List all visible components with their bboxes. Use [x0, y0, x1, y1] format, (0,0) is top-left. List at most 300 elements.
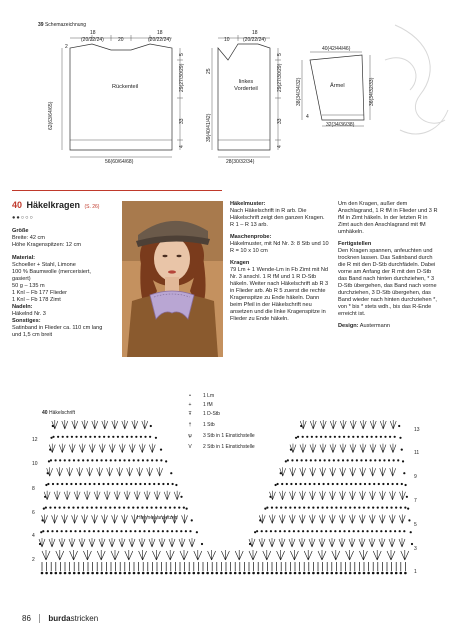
chain-stitch	[40, 531, 42, 533]
chain-stitch	[363, 572, 366, 575]
shell-stitch	[142, 420, 148, 429]
chain-stitch	[274, 530, 276, 532]
chain-stitch	[70, 530, 72, 532]
chain-stitch	[280, 572, 283, 575]
shell-stitch	[359, 538, 365, 547]
shell-stitch	[304, 550, 312, 560]
model-photo	[122, 201, 223, 357]
chain-stitch	[357, 530, 359, 532]
chain-stitch	[167, 483, 169, 485]
chain-stitch	[125, 530, 127, 532]
shell-stitch	[320, 444, 326, 453]
shell-stitch	[97, 550, 105, 560]
shell-stitch	[269, 491, 275, 500]
chain-stitch	[86, 507, 88, 509]
shell-stitch	[259, 538, 265, 547]
shell-stitch	[94, 491, 100, 500]
shell-stitch	[157, 467, 163, 476]
front-top-right: 18	[252, 30, 258, 36]
chain-stitch	[132, 507, 134, 509]
shell-stitch	[309, 514, 315, 523]
chain-stitch	[100, 459, 102, 461]
footer-divider	[39, 614, 40, 623]
chain-stitch	[290, 449, 292, 451]
chain-stitch	[87, 572, 90, 575]
row-number-left: 4	[32, 533, 35, 539]
chain-stitch	[84, 483, 86, 485]
chain-stitch	[180, 530, 182, 532]
brand-bold: burda	[48, 614, 71, 623]
chain-stitch	[50, 437, 52, 439]
chain-stitch	[358, 507, 360, 509]
material-line: 1 Knl – Fb 178 Zimt	[12, 297, 61, 303]
chain-stitch	[321, 507, 323, 509]
shell-stitch	[329, 514, 335, 523]
shell-stitch	[62, 420, 68, 429]
shell-stitch	[132, 420, 138, 429]
shell-stitch	[390, 444, 396, 453]
chain-stitch	[52, 436, 54, 438]
front-right-bottom: 4	[277, 145, 283, 148]
shell-stitch	[373, 550, 381, 560]
chain-stitch	[61, 530, 63, 532]
chain-stitch	[346, 483, 348, 485]
shell-stitch	[369, 514, 375, 523]
chain-stitch	[352, 436, 354, 438]
shell-stitch	[280, 467, 286, 476]
chain-stitch	[350, 483, 352, 485]
chain-stitch	[111, 530, 113, 532]
shell-stitch	[102, 514, 108, 523]
shell-stitch	[104, 491, 110, 500]
chain-stitch	[366, 436, 368, 438]
shell-stitch	[129, 538, 135, 547]
shell-stitch	[149, 538, 155, 547]
chain-stitch	[166, 530, 168, 532]
chain-stitch	[290, 483, 292, 485]
shell-stitch	[290, 467, 296, 476]
shell-stitch	[340, 444, 346, 453]
back-top-left: 18	[90, 30, 96, 36]
chain-stitch	[133, 572, 136, 575]
design-credit	[338, 323, 438, 330]
shell-stitch	[401, 550, 409, 560]
chain-stitch	[59, 572, 62, 575]
chain-stitch	[307, 530, 309, 532]
other-line: Satinband in Flieder ca. 110 cm lang	[12, 325, 103, 331]
shell-stitch	[319, 491, 325, 500]
chain-stitch	[156, 459, 158, 461]
chain-stitch	[105, 507, 107, 509]
chain-stitch	[142, 572, 145, 575]
shell-stitch	[54, 491, 60, 500]
chain-stitch	[403, 530, 405, 532]
chain-stitch	[402, 460, 404, 462]
chain-stitch	[165, 460, 167, 462]
chain-stitch	[118, 507, 120, 509]
crochet-chart	[0, 415, 451, 585]
shell-stitch	[329, 491, 335, 500]
shell-stitch	[349, 538, 355, 547]
chain-stitch	[41, 519, 43, 521]
front-right-mid: 29(27/30/29)	[277, 63, 283, 92]
kragen-text: 79 Lm + 1 Wende-Lm in Fb Zimt mit Nd Nr. 3 anschl. 1 R fM und 1 R D-Stb häkeln. Weiter nach Häkelschrift ab R 3 in Flieder arb. Ab R 5 zuerst die rechte Kragenspitze zu Ende häkeln. Dann beim Pfeil in der Häkelschrift neu ansetzen und die linke Kragenspitze in Flieder zu Ende häkeln.	[230, 267, 329, 322]
shell-stitch	[119, 444, 125, 453]
legend-item: + 1 fM	[188, 402, 213, 408]
chain-stitch	[294, 507, 296, 509]
front-piece	[218, 44, 270, 150]
chain-stitch	[363, 507, 365, 509]
chain-stitch	[133, 459, 135, 461]
chain-stitch	[407, 508, 409, 510]
chain-stitch	[327, 483, 329, 485]
shell-stitch	[109, 538, 115, 547]
chain-stitch	[77, 507, 79, 509]
chain-stitch	[49, 449, 51, 451]
shell-stitch	[72, 514, 78, 523]
shell-stitch	[89, 538, 95, 547]
chain-stitch	[266, 507, 268, 509]
chain-stitch	[96, 572, 99, 575]
shell-stitch	[69, 538, 75, 547]
chain-stitch	[109, 507, 111, 509]
probe-text: Häkelmuster, mit Nd Nr. 3: 8 Stb und 10 R = 10 x 10 cm	[230, 241, 329, 254]
chain-stitch	[308, 572, 311, 575]
brand-rest: stricken	[70, 614, 99, 623]
shell-stitch	[389, 491, 395, 500]
chain-stitch	[333, 459, 335, 461]
shell-stitch	[134, 491, 140, 500]
chain-stitch	[130, 530, 132, 532]
shell-stitch	[154, 491, 160, 500]
chain-stitch	[191, 519, 193, 521]
chain-stitch	[341, 483, 343, 485]
chain-stitch	[85, 436, 87, 438]
chain-stitch	[287, 459, 289, 461]
chain-stitch	[108, 436, 110, 438]
chain-stitch	[164, 507, 166, 509]
chain-stitch	[298, 572, 301, 575]
shell-stitch	[369, 538, 375, 547]
chain-stitch	[297, 530, 299, 532]
chain-stitch	[59, 507, 61, 509]
chain-stitch	[389, 530, 391, 532]
chain-stitch	[401, 483, 403, 485]
chain-stitch	[98, 483, 100, 485]
chain-stitch	[131, 436, 133, 438]
chain-stitch	[335, 507, 337, 509]
shell-stitch	[57, 467, 63, 476]
chain-stitch	[330, 530, 332, 532]
chain-stitch	[401, 449, 403, 451]
chart-heading: 40 Häkelschrift	[42, 410, 76, 416]
chain-stitch	[45, 572, 48, 575]
shell-stitch	[112, 514, 118, 523]
row-number-right: 1	[414, 569, 417, 575]
shell-stitch	[330, 444, 336, 453]
shell-stitch	[277, 550, 285, 560]
shell-stitch	[152, 550, 160, 560]
shell-stitch	[112, 420, 118, 429]
shell-stitch	[379, 491, 385, 500]
shell-stitch	[79, 538, 85, 547]
chain-stitch	[128, 572, 131, 575]
chain-stitch	[64, 572, 67, 575]
shell-stitch	[139, 444, 145, 453]
chain-stitch	[79, 530, 81, 532]
shell-stitch	[299, 538, 305, 547]
shell-stitch	[360, 467, 366, 476]
chain-stitch	[162, 483, 164, 485]
shell-stitch	[360, 420, 366, 429]
shell-stitch	[379, 514, 385, 523]
chain-stitch	[93, 483, 95, 485]
shell-stitch	[82, 420, 88, 429]
muster-text: Nach Häkelschrift in R arb. Die Häkelschrift zeigt den ganzen Kragen. R 1 – R 13 arb.	[230, 208, 325, 228]
chain-stitch	[387, 483, 389, 485]
chain-stitch	[170, 472, 172, 474]
chain-stitch	[372, 507, 374, 509]
chain-stitch	[82, 572, 85, 575]
chain-stitch	[185, 530, 187, 532]
chain-stitch	[54, 507, 56, 509]
shell-stitch	[318, 550, 326, 560]
front-label: linkes Vorderteil	[234, 79, 258, 92]
chain-stitch	[126, 436, 128, 438]
chain-stitch	[300, 425, 302, 427]
chain-stitch	[206, 572, 209, 575]
shell-stitch	[42, 514, 48, 523]
chain-stitch	[394, 436, 396, 438]
chain-stitch	[188, 572, 191, 575]
shell-stitch	[92, 420, 98, 429]
chain-stitch	[137, 459, 139, 461]
chain-stitch	[264, 508, 266, 510]
design-name: Austermann	[359, 323, 390, 329]
back-right-bottom: 4	[179, 145, 185, 148]
chain-stitch	[304, 483, 306, 485]
shell-stitch	[99, 538, 105, 547]
chain-stitch	[284, 530, 286, 532]
chain-stitch	[135, 436, 137, 438]
shell-stitch	[300, 420, 306, 429]
chain-stitch	[100, 507, 102, 509]
chain-stitch	[56, 530, 58, 532]
chain-stitch	[103, 483, 105, 485]
chain-stitch	[384, 436, 386, 438]
chain-stitch	[262, 572, 265, 575]
chain-stitch	[135, 483, 137, 485]
chain-stitch	[374, 459, 376, 461]
chain-stitch	[285, 572, 288, 575]
chain-stitch	[394, 530, 396, 532]
chain-stitch	[396, 483, 398, 485]
chain-stitch	[319, 459, 321, 461]
chain-stitch	[336, 483, 338, 485]
chain-stitch	[271, 507, 273, 509]
design-label: Design:	[338, 323, 359, 329]
legend-item: • 1 Lm	[189, 393, 215, 399]
chain-stitch	[112, 436, 114, 438]
chain-stitch	[404, 507, 406, 509]
chain-stitch	[229, 572, 232, 575]
shell-stitch	[360, 444, 366, 453]
chain-stitch	[326, 572, 329, 575]
sleeve-right-dim: 36(34/32/33)	[369, 77, 375, 106]
size-line-1: Breite: 42 cm	[12, 235, 45, 241]
shell-stitch	[139, 550, 147, 560]
chain-stitch	[55, 572, 58, 575]
chain-stitch	[261, 530, 263, 532]
chain-stitch	[170, 572, 173, 575]
chain-stitch	[378, 483, 380, 485]
shell-stitch	[235, 550, 243, 560]
chain-stitch	[383, 459, 385, 461]
chain-stitch	[147, 572, 150, 575]
shell-stitch	[180, 550, 188, 560]
shell-stitch	[189, 538, 195, 547]
back-top-right: 18	[157, 30, 163, 36]
chain-stitch	[317, 507, 319, 509]
chain-stitch	[398, 425, 400, 427]
shell-stitch	[169, 538, 175, 547]
shell-stitch	[310, 444, 316, 453]
shell-stitch	[339, 491, 345, 500]
chain-stitch	[359, 483, 361, 485]
shell-stitch	[340, 420, 346, 429]
shell-stitch	[290, 550, 298, 560]
chain-stitch	[124, 572, 127, 575]
chain-stitch	[395, 507, 397, 509]
chain-stitch	[176, 530, 178, 532]
shell-stitch	[310, 420, 316, 429]
chain-stitch	[305, 459, 307, 461]
chain-stitch	[57, 483, 59, 485]
chain-stitch	[252, 572, 255, 575]
chain-stitch	[211, 572, 214, 575]
shell-stitch	[249, 550, 257, 560]
legend-item: Ŧ 1 D-Stb	[188, 411, 220, 417]
chain-stitch	[334, 530, 336, 532]
chain-stitch	[325, 530, 327, 532]
shell-stitch	[77, 467, 83, 476]
chain-stitch	[88, 530, 90, 532]
chain-stitch	[139, 483, 141, 485]
chain-stitch	[120, 530, 122, 532]
chain-stitch	[146, 459, 148, 461]
shell-stitch	[52, 420, 58, 429]
chain-stitch	[372, 572, 375, 575]
chain-stitch	[126, 483, 128, 485]
chain-stitch	[358, 572, 361, 575]
chain-stitch	[377, 572, 380, 575]
back-bottom-dim: 56(60/64/68)	[105, 159, 134, 165]
chain-stitch	[340, 507, 342, 509]
front-bottom-dim: 28(30/32/34)	[226, 159, 255, 165]
chain-stitch	[234, 572, 237, 575]
chain-stitch	[139, 530, 141, 532]
shell-stitch	[279, 514, 285, 523]
material-line: 100 % Baumwolle (mercerisiert,	[12, 269, 91, 275]
chain-stitch	[114, 459, 116, 461]
chain-stitch	[382, 483, 384, 485]
shell-stitch	[111, 550, 119, 560]
chain-stitch	[280, 472, 282, 474]
schema-drawings	[0, 0, 451, 180]
chain-stitch	[89, 436, 91, 438]
chain-stitch	[311, 530, 313, 532]
shell-stitch	[350, 467, 356, 476]
chain-stitch	[52, 483, 54, 485]
size-line-2: Höhe Kragenspitzen: 12 cm	[12, 242, 82, 248]
chain-stitch	[386, 507, 388, 509]
muster-heading: Häkelmuster:	[230, 201, 266, 207]
shell-stitch	[72, 420, 78, 429]
chain-stitch	[119, 572, 122, 575]
shell-stitch	[379, 538, 385, 547]
chain-stitch	[51, 530, 53, 532]
chain-stitch	[362, 530, 364, 532]
chain-stitch	[202, 572, 205, 575]
chain-stitch	[77, 459, 79, 461]
chain-stitch	[393, 459, 395, 461]
shell-stitch	[67, 467, 73, 476]
chain-stitch	[298, 507, 300, 509]
shell-stitch	[249, 538, 255, 547]
chain-stitch	[103, 436, 105, 438]
chain-stitch	[149, 483, 151, 485]
chain-stitch	[47, 530, 49, 532]
other-line: und 1,5 cm breit	[12, 332, 53, 338]
chain-stitch	[317, 572, 320, 575]
chain-stitch	[390, 507, 392, 509]
chain-stitch	[302, 530, 304, 532]
chain-stitch	[144, 483, 146, 485]
chain-stitch	[275, 484, 277, 486]
chain-stitch	[281, 483, 283, 485]
material-line: 50 g – 135 m	[12, 283, 45, 289]
chain-stitch	[149, 436, 151, 438]
row-number-right: 7	[414, 498, 417, 504]
shell-stitch	[125, 550, 133, 560]
chain-stitch	[348, 530, 350, 532]
chain-stitch	[116, 530, 118, 532]
chain-stitch	[355, 483, 357, 485]
chain-stitch	[121, 436, 123, 438]
chain-stitch	[117, 436, 119, 438]
chain-stitch	[101, 572, 104, 575]
chain-stitch	[91, 507, 93, 509]
shell-stitch	[82, 514, 88, 523]
chain-stitch	[367, 507, 369, 509]
chain-stitch	[266, 572, 269, 575]
shell-stitch	[97, 467, 103, 476]
kragen-heading: Kragen	[230, 260, 250, 266]
sleeve-bottom-num: 4	[306, 114, 309, 120]
shell-stitch	[39, 538, 45, 547]
chain-stitch	[110, 572, 113, 575]
chain-stitch	[174, 507, 176, 509]
shell-stitch	[339, 514, 345, 523]
chain-stitch	[269, 496, 271, 498]
chain-stitch	[179, 572, 182, 575]
shell-stitch	[330, 467, 336, 476]
chain-stitch	[343, 530, 345, 532]
chain-stitch	[321, 572, 324, 575]
chain-stitch	[334, 436, 336, 438]
shell-stitch	[340, 467, 346, 476]
shell-stitch	[370, 444, 376, 453]
